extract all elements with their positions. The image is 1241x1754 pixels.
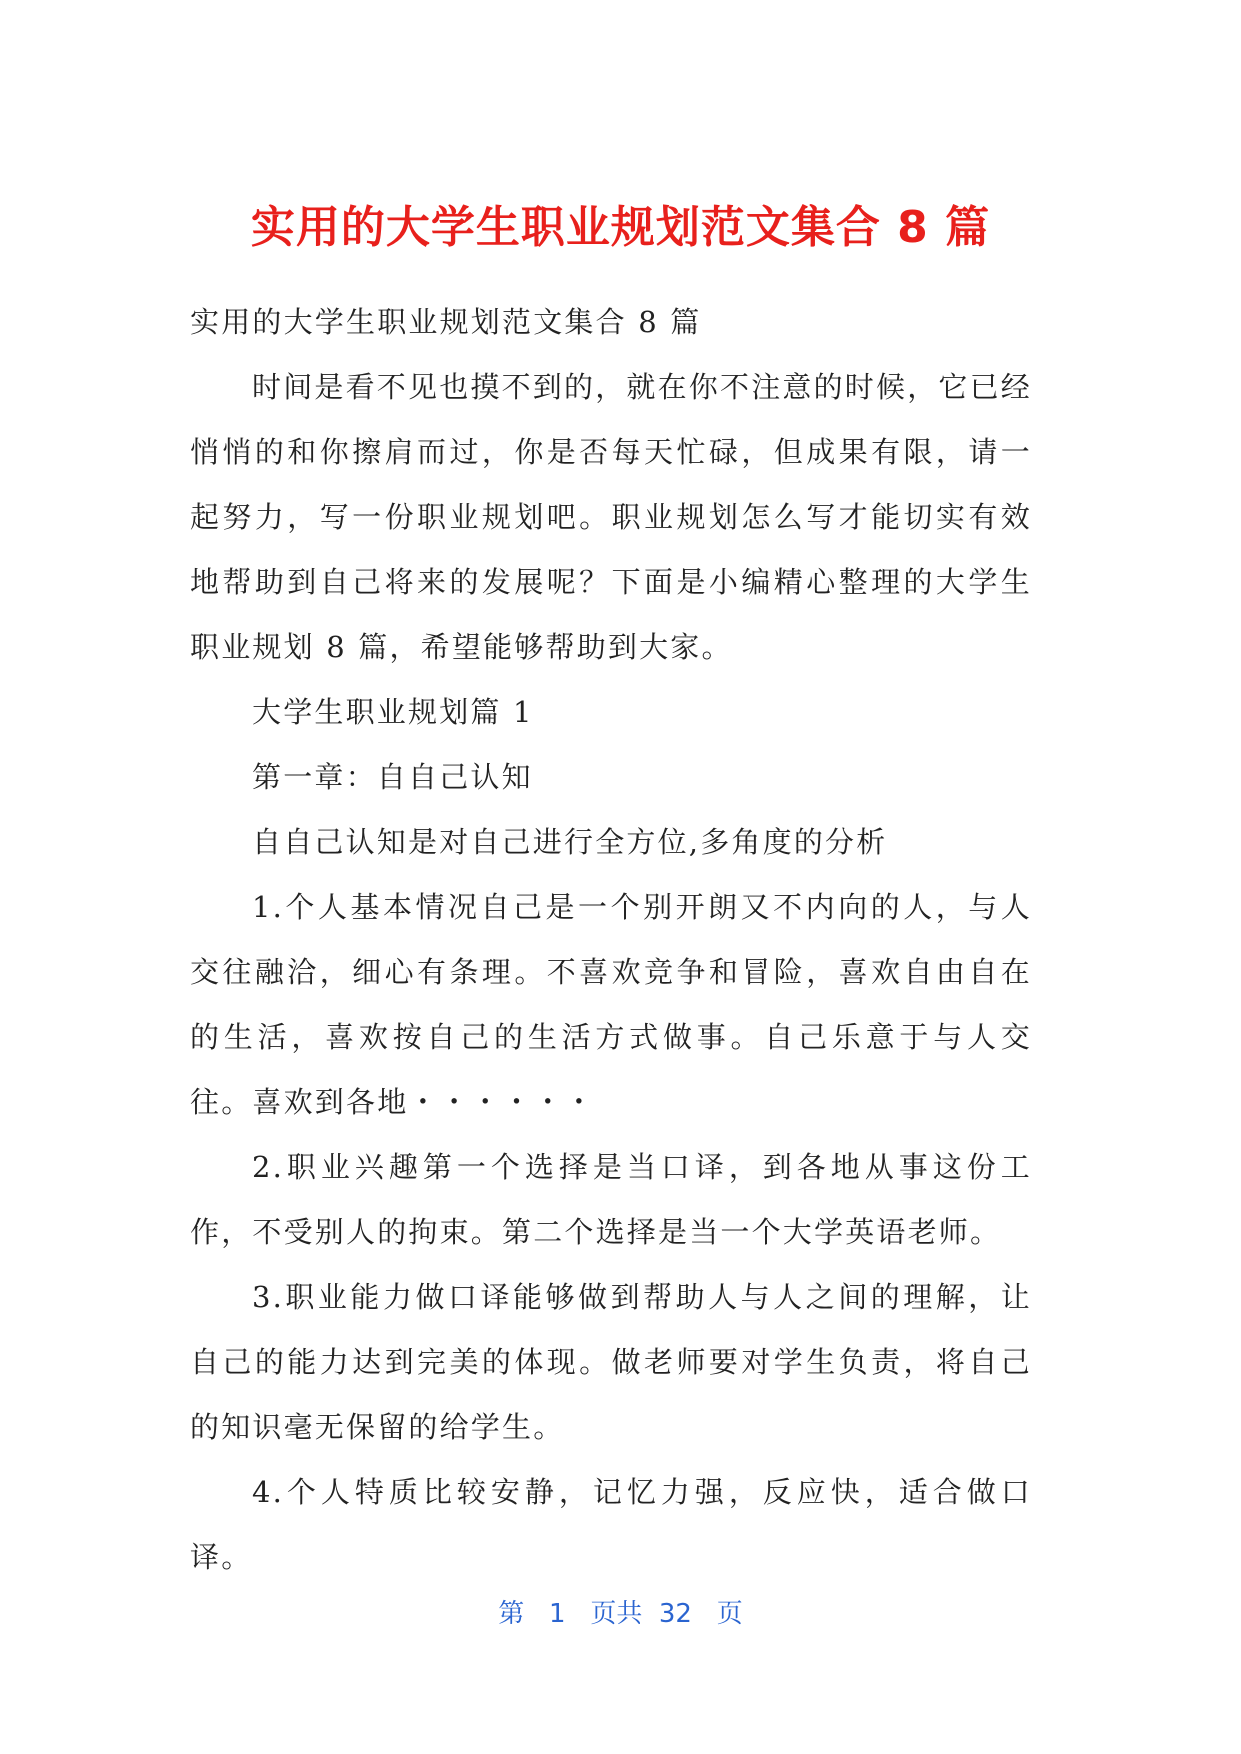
document-body <box>190 290 1032 1590</box>
page-label-middle: 页共 <box>590 1599 643 1629</box>
list-item: 2.职业兴趣第一个选择是当口译，到各地从事这份工作，不受别人的拘束。第二个选择是当一个大学英语老师。 <box>190 1150 1032 1249</box>
chapter-heading: 第一章：自自己认知 <box>252 760 533 794</box>
page-label-suffix: 页 <box>716 1599 743 1629</box>
body-paragraph: 时间是看不见也摸不到的，就在你不注意的时候，它已经悄悄的和你擦肩而过，你是否每天忙碌，但成果有限，请一起努力，写一份职业规划吧。职业规划怎么写才能切实有效地帮助到自己将来的发展呢？下面是小编精心整理的大学生职业规划 8 篇，希望能够帮助到大家。 <box>190 370 1033 664</box>
list-item: 3.职业能力做口译能够做到帮助人与人之间的理解，让自己的能力达到完美的体现。做老师要对学生负责，将自己的知识毫无保留的给学生。 <box>190 1280 1032 1444</box>
body-paragraph: 自自己认知是对自己进行全方位,多角度的分析 <box>252 825 888 859</box>
page-footer <box>0 1596 1241 1632</box>
list-item: 1.个人基本情况自己是一个别开朗又不内向的人，与人交往融洽，细心有条理。不喜欢竞争和冒险，喜欢自由自在的生活，喜欢按自己的生活方式做事。自己乐意于与人交往。喜欢到各地・・・・・・ <box>190 890 1032 1119</box>
body-paragraph: 实用的大学生职业规划范文集合 8 篇 <box>190 305 702 339</box>
page-label-prefix: 第 <box>498 1599 525 1629</box>
page-number: 1 <box>549 1599 566 1629</box>
list-item: 4.个人特质比较安静，记忆力强，反应快，适合做口译。 <box>190 1475 1032 1574</box>
total-pages: 32 <box>658 1599 692 1629</box>
section-heading: 大学生职业规划篇 1 <box>252 695 534 729</box>
document-title: 实用的大学生职业规划范文集合 8 篇 <box>250 202 991 253</box>
